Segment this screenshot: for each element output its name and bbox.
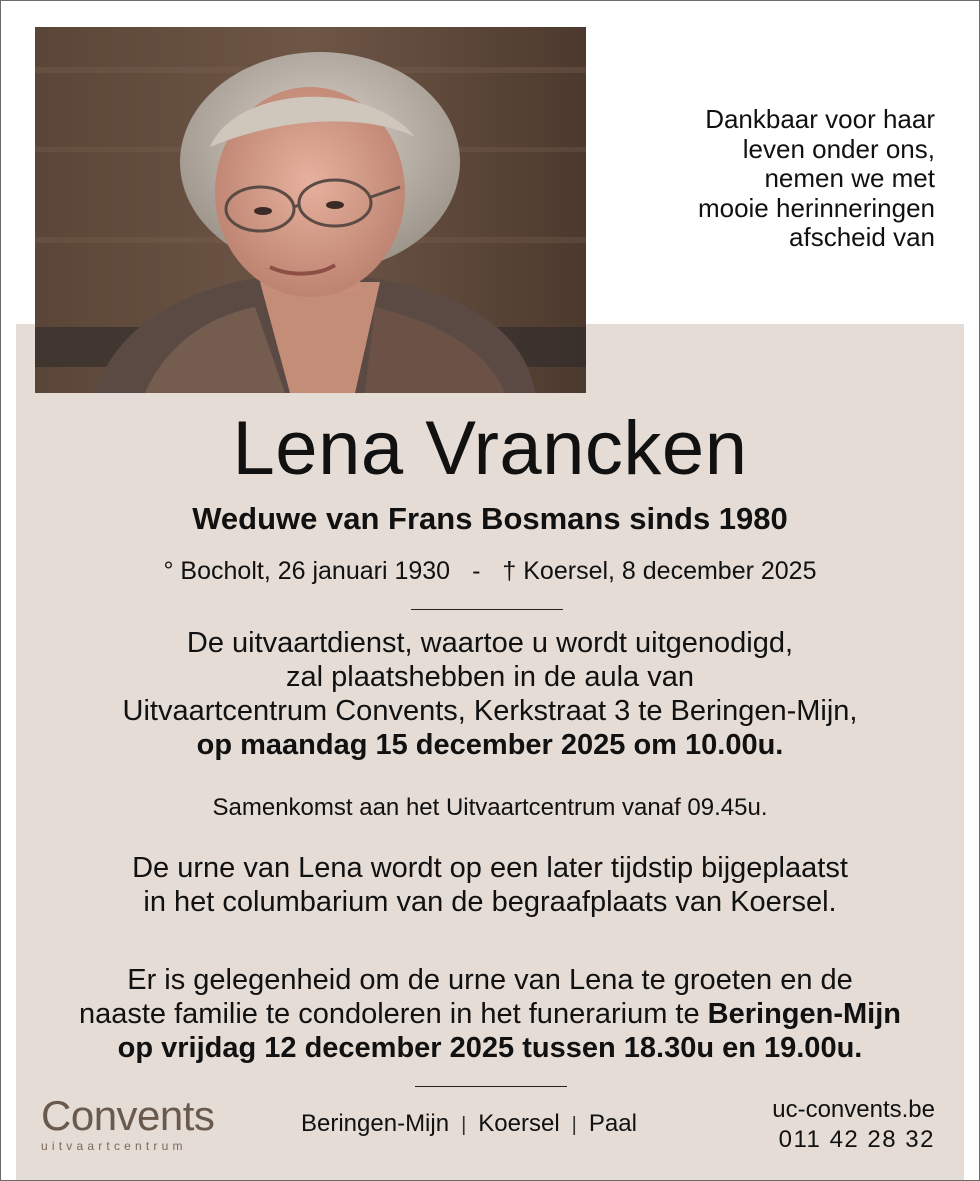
visitation-line-text: naaste familie te condoleren in het funerarium te: [78, 998, 708, 1030]
location-pipe: |: [461, 1114, 467, 1136]
visitation-location: Beringen-Mijn: [707, 998, 902, 1030]
locations-list: [301, 1109, 637, 1140]
visitation-date-line: op vrijdag 12 december 2025 tussen 18.30u en 19.00u.: [117, 1032, 863, 1064]
birth-date: ° Bocholt, 26 januari 1930: [163, 557, 451, 585]
divider-top: [411, 609, 563, 610]
visitation-line: [1, 997, 979, 1031]
intro-line: leven onder ons,: [742, 133, 935, 164]
intro-line: Dankbaar voor haar: [705, 104, 935, 134]
widow-line: Weduwe van Frans Bosmans sinds 1980: [192, 501, 788, 536]
convents-logo: [41, 1092, 221, 1153]
death-date: † Koersel, 8 december 2025: [502, 557, 817, 585]
service-line: Uitvaartcentrum Convents, Kerkstraat 3 te Beringen-Mijn,: [122, 695, 858, 727]
birth-death-dates: [1, 554, 979, 588]
service-info: [1, 626, 979, 762]
service-date-line: op maandag 15 december 2025 om 10.00u.: [196, 729, 784, 761]
gathering-note: Samenkomst aan het Uitvaartcentrum vanaf 09.45u.: [212, 794, 768, 821]
location-item: Paal: [588, 1110, 637, 1137]
location-item: Koersel: [478, 1110, 560, 1137]
location-item: Beringen-Mijn: [301, 1110, 450, 1137]
intro-line: mooie herinneringen: [697, 192, 935, 223]
divider-bottom: [415, 1086, 567, 1087]
logo-subtitle: uitvaartcentrum: [41, 1139, 187, 1153]
visitation-line: Er is gelegenheid om de urne van Lena te groeten en de: [127, 964, 853, 996]
intro-text: [605, 105, 935, 253]
intro-line: afscheid van: [789, 222, 935, 252]
visitation-info: [1, 963, 979, 1065]
service-line: De uitvaartdienst, waartoe u wordt uitgenodigd,: [186, 627, 794, 659]
location-pipe: |: [571, 1114, 577, 1136]
contact-info: [772, 1095, 935, 1155]
phone-number: 011 42 28 32: [778, 1126, 935, 1153]
urn-line: De urne van Lena wordt op een later tijdstip bijgeplaatst: [132, 852, 848, 884]
intro-line: nemen we met: [764, 163, 935, 193]
service-line: zal plaatshebben in de aula van: [286, 661, 694, 693]
deceased-name: Lena Vrancken: [232, 406, 748, 491]
date-separator: -: [472, 557, 481, 585]
portrait-photo: [35, 27, 586, 393]
website: uc-convents.be: [772, 1096, 935, 1123]
urn-info: [1, 851, 979, 919]
logo-wordmark: Convents: [41, 1092, 215, 1139]
urn-line: in het columbarium van de begraafplaats van Koersel.: [143, 886, 837, 918]
